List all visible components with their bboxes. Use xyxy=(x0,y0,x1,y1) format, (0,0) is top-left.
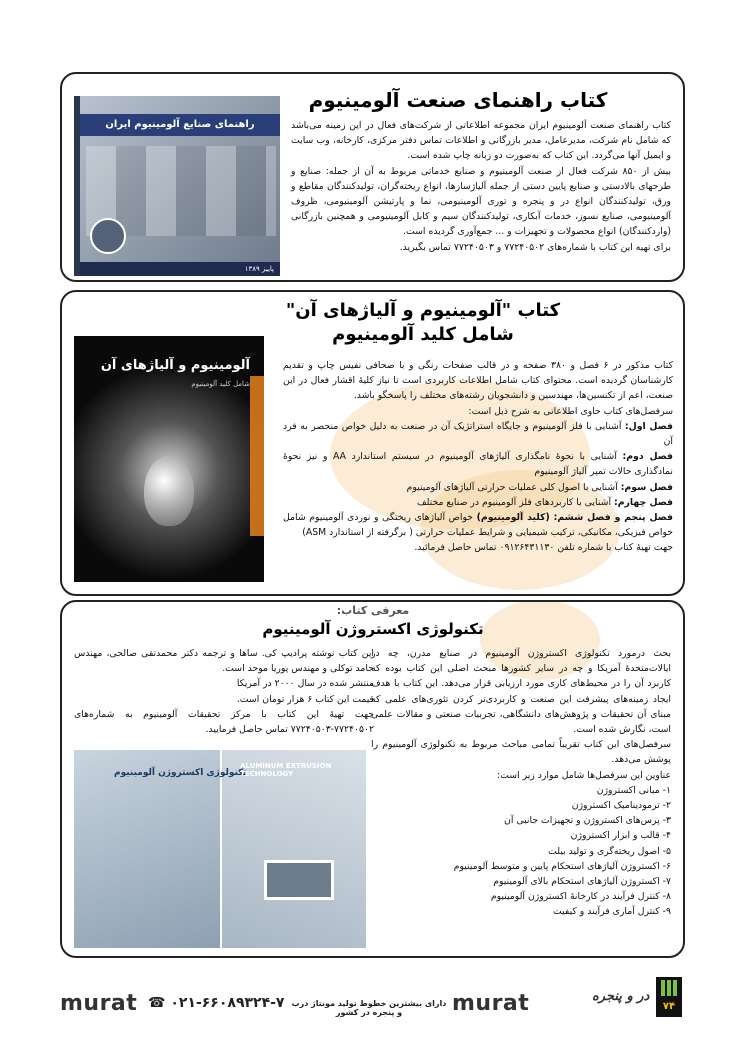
toc-item: ۵- اصول ریخته‌گری و تولید بیلت xyxy=(548,845,671,857)
magazine-emblem-icon xyxy=(661,980,677,996)
paragraph: سرفصل‌های کتاب حاوی اطلاعاتی به شرح ذیل است: xyxy=(468,405,673,417)
page-number-badge xyxy=(656,977,682,1017)
brand-logo-right: murat xyxy=(452,991,530,1016)
page-number: ۷۴ xyxy=(662,1001,676,1012)
chapter-text: آشنایی با کاربردهای فلز آلومینیوم در صنایع مختلف xyxy=(416,496,614,508)
section-body-left xyxy=(74,646,374,737)
chapter-text: آشنایی با نحوهٔ نامگذاری آلیاژهای آلومینیوم در سیستم استاندارد AA و نیز نحوهٔ نمادگذاری حالات تمپر آلیاژ آلومینیوم xyxy=(283,451,673,478)
paragraph: جهت تهیهٔ این کتاب با مرکز تحقیقات آلومینیوم به شماره‌های ۷۷۲۴۰۵۰۲-۷۷۲۴۰۵۰۳ تماس حاصل فرمایید. xyxy=(74,708,374,736)
cover-title-fa: تکنولوژی اکستروژن آلومینیوم xyxy=(114,768,247,778)
paragraph: منتشر شده در سال ۲۰۰۰ در آمریکا xyxy=(236,678,374,690)
book-cover-aluminum-guide xyxy=(74,96,280,276)
cover-front-fa xyxy=(74,750,220,948)
paragraph: بیش از ۸۵۰ شرکت فعال از صنعت آلومینیوم و صنایع خدماتی مربوط به آن از جمله: صنایع و طرحهای بالادستی و صنایع پایین دستی از جمله آلیاژسازها، انواع ریخته‌گران، تولیدکنندگان مقاطع و ورق، تولیدکنندگان انواع در و پنجره و توری آلومینیومی، نما و پارتیشن آلومینیومی، ظروف آلومینیومی، صنایع نسوز، خدمات آبکاری، تولیدکنندگان سیم و کابل آلومینیومی و همچنین بازرگانی (واردکنندگان) انواع محصولات و تجهیزات و ... جمع‌آوری گردیده است. xyxy=(291,165,671,238)
cover-footer: پاییز ۱۳۸۹ xyxy=(80,262,280,276)
cover-title-en: ALUMINUM EXTRUSION TECHNOLOGY xyxy=(240,762,332,778)
paragraph: قیمت این کتاب ۶ هزار تومان است. xyxy=(236,693,374,705)
chapter-item xyxy=(283,510,673,540)
cover-title: آلومینیوم و آلیاژهای آن xyxy=(100,358,250,373)
chapter-item xyxy=(283,480,673,495)
toc-item: ۸- کنترل فرآیند در کارخانهٔ اکستروژن آلومینیوم xyxy=(490,891,671,903)
cover-title: راهنمای صنایع آلومینیوم ایران xyxy=(80,114,280,136)
chapter-label: فصل سوم: xyxy=(620,481,673,493)
book-cover-extrusion-technology xyxy=(74,750,366,948)
chapter-label: فصل دوم: xyxy=(622,451,674,463)
cover-spine xyxy=(250,376,264,536)
paragraph: جهت تهیهٔ کتاب با شماره تلفن ۰۹۱۲۶۴۳۱۱۳۰ تماس حاصل فرمائید. xyxy=(414,542,673,554)
section-title: کتاب "آلومینیوم و آلیاژهای آن" xyxy=(285,300,561,321)
section-body xyxy=(283,358,673,556)
section-kicker: معرفی کتاب: xyxy=(336,604,410,617)
chapter-item xyxy=(283,419,673,449)
paragraph: سرفصل‌های این کتاب تقریباً تمامی مباحث مربوط به تکنولوژی آلومینیوم را پوشش می‌دهد. xyxy=(371,739,671,766)
book-cover-aluminum-alloys xyxy=(74,336,264,582)
cover-front-en xyxy=(220,750,366,948)
book-card-aluminum-guide xyxy=(60,72,685,282)
toc-item: ۹- کنترل آماری فرآیند و کیفیت xyxy=(552,906,671,918)
paragraph: برای تهیه این کتاب با شماره‌های ۷۷۲۴۰۵۰۲ و ۷۷۲۴۰۵۰۳ تماس بگیرید. xyxy=(399,241,671,253)
paragraph: کتاب راهنمای صنعت آلومینیوم ایران مجموعه اطلاعاتی از شرکت‌های فعال در این زمینه می‌باشد که شامل نام شرکت، مدیرعامل، مدیر بازرگانی و اطلاعات تماس دفتر مرکزی، کارخانه، وب سایت و ایمیل آنها می‌گردد. این کتاب که به‌صورت دو زبانه چاپ شده است. xyxy=(291,120,671,162)
book-card-extrusion-technology xyxy=(60,600,685,958)
chapter-item xyxy=(283,449,673,479)
magazine-logo: در و پنجره xyxy=(592,989,650,1004)
seal-icon xyxy=(90,218,126,254)
aluminum-profile-image xyxy=(264,860,334,900)
section-title: کتاب راهنمای صنعت آلومینیوم xyxy=(308,88,608,112)
toc-item: ۷- اکستروژن آلیاژهای استحکام بالای آلومینیوم xyxy=(493,876,671,888)
toc-item: ۶- اکستروژن آلیاژهای استحکام پایین و متوسط آلومینیوم xyxy=(453,860,671,872)
toc-item: ۴- قالب و ابزار اکستروژن xyxy=(570,830,671,842)
section-body xyxy=(291,118,671,255)
cover-subtitle: شامل کلید آلومینیوم xyxy=(191,380,250,388)
chapter-label: فصل پنجم و فصل ششم: (کلید آلومینیوم) xyxy=(476,512,673,524)
book-card-aluminum-alloys xyxy=(60,290,685,596)
toc-item: ۱- مبانی اکستروژن xyxy=(596,784,671,796)
paragraph: کتاب مذکور در ۶ فصل و ۳۸۰ صفحه و در قالب صفحات رنگی و با صحافی نفیس چاپ و تقدیم کارشناسان گردیده است. محتوای کتاب شامل اطلاعات کاربردی است تا نیاز کلیهٔ اقشار فعال در این صنعت، اعم از تکنسین‌ها، مهندسین و دانشجویان رشته‌های مختلف را پاسخگو باشد. xyxy=(283,360,673,402)
section-title: تکنولوژی اکستروژن آلومینیوم xyxy=(262,620,484,638)
toc-item: ۲- ترمودینامیک اکستروژن xyxy=(571,800,671,812)
chapter-text: خواص آلیاژهای ریختگی و نوردی آلومینیوم شامل خواص فیزیکی، مکانیکی، ترکیب شیمیایی و شرایط عملیات حرارتی ( برگرفته از استاندارد ASM) xyxy=(283,512,673,539)
section-body-right xyxy=(371,646,671,920)
molten-metal-drop-icon xyxy=(144,456,194,526)
page-footer xyxy=(60,985,685,1029)
brand-logo-left: murat xyxy=(60,991,138,1016)
chapter-text: آشنایی با اصول کلی عملیات حرارتی آلیاژهای آلومینیوم xyxy=(406,481,621,493)
chapter-label: فصل چهارم: xyxy=(614,496,673,508)
paragraph: بحث درمورد تکنولوژی اکستروژن آلومینیوم در صنایع مدرن، چه در ایالات‌متحدهٔ آمریکا و چه در سایر کشورها مبحث اصلی این کتاب بوده که کاربرد آن را در محیط‌های کاری مورد ارزیابی قرار می‌دهد. این کتاب با هدف ایجاد زمینه‌های پیشرفت این صنعت و کاربردی‌تر کردن تئوری‌های علمی که مبنای آن تحقیقات و پژوهش‌های دانشگاهی، تجربیات صنعتی و مقالات علمی است، نگارش شده است. xyxy=(371,648,671,736)
chapter-item xyxy=(283,495,673,510)
chapter-label: فصل اول: xyxy=(624,420,673,432)
chapter-text: آشنایی با فلز آلومینیوم و جایگاه استراتژیک آن در صنعت به دلیل خواص منحصر به فرد آن xyxy=(283,420,673,448)
footer-tagline: دارای بیشترین خطوط تولید مونتاژ درب و پنجره در کشور xyxy=(291,999,447,1017)
section-subtitle: شامل کلید آلومینیوم xyxy=(332,324,514,345)
toc-item: ۳- پرس‌های اکستروژن و تجهیزات جانبی آن xyxy=(504,815,671,827)
paragraph: عناوین این سرفصل‌ها شامل موارد زیر است: xyxy=(497,769,671,781)
phone-number: ☎ ۰۲۱-۶۶۰۸۹۳۲۴-۷ xyxy=(148,995,285,1011)
paragraph: این کتاب نوشته پرادیپ کی. ساها و ترجمه دکتر محمدتقی صالحی، مهندس حامد توکلی و مهندس پوریا موحد است. xyxy=(74,648,374,675)
